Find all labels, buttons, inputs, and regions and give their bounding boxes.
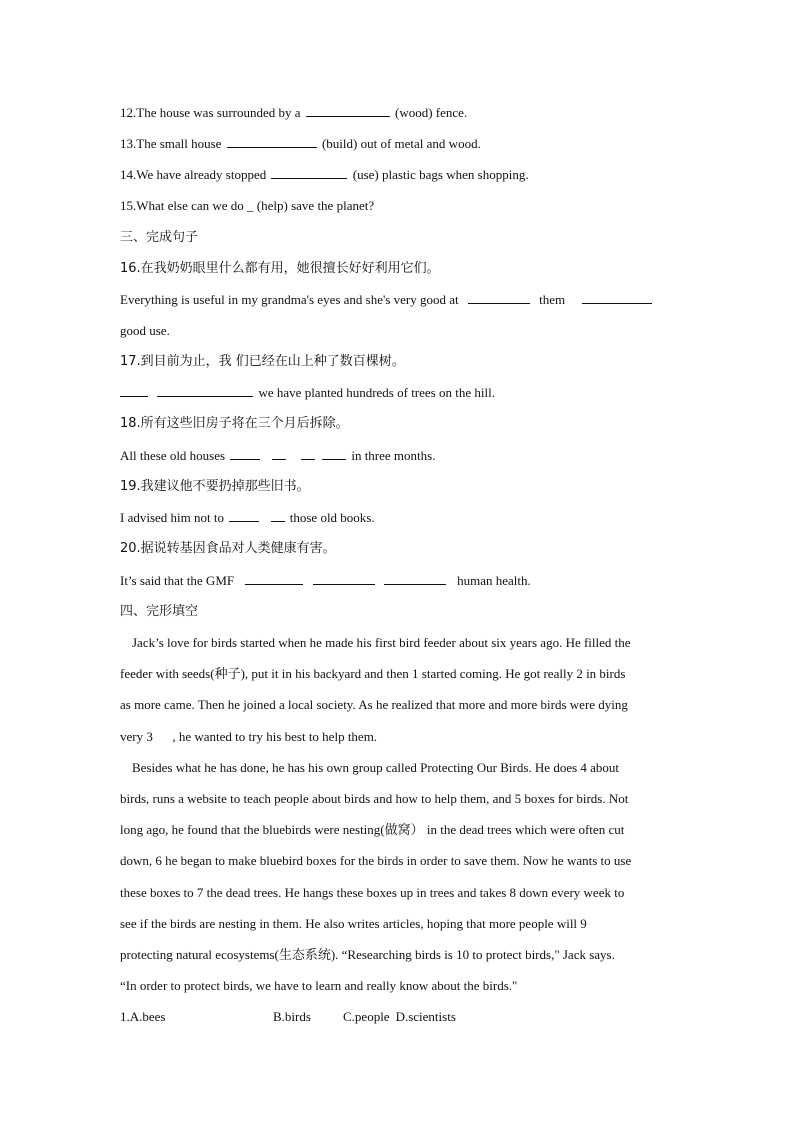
passage-line: long ago, he found that the bluebirds were nesting(做窝） in the dead trees which were often cut	[120, 822, 625, 837]
passage-line: birds, runs a website to teach people about birds and how to help them, and 5 boxes for birds. Not	[120, 791, 629, 806]
passage-line: protecting natural ecosystems(生态系统). “Researching birds is 10 to protect birds," Jack says.	[120, 947, 615, 962]
answer-blank[interactable]	[227, 136, 317, 148]
passage-line: “In order to protect birds, we have to learn and really know about the birds."	[120, 978, 518, 993]
question-20-english	[120, 573, 531, 589]
passage-line: these boxes to 7 the dead trees. He hangs these boxes up in trees and takes 8 down every week to	[120, 885, 625, 900]
passage-line: Besides what he has done, he has his own group called Protecting Our Birds. He does 4 about	[132, 760, 620, 775]
question-text: those old books.	[289, 510, 375, 525]
question-20-chinese: 20.据说转基因食品对人类健康有害。	[120, 541, 336, 556]
question-text: It’s said that the GMF	[120, 573, 235, 588]
answer-blank[interactable]	[468, 292, 530, 304]
answer-blank[interactable]	[271, 510, 285, 522]
question-text: 13.The small house	[120, 136, 222, 151]
answer-blank[interactable]	[229, 510, 259, 522]
option-c[interactable]: C.people	[343, 1009, 390, 1024]
answer-blank[interactable]	[313, 573, 375, 585]
question-text: Everything is useful in my grandma's eyes and she's very good at	[120, 292, 459, 307]
question-18-chinese: 18.所有这些旧房子将在三个月后拆除。	[120, 416, 349, 431]
question-18-english	[120, 448, 435, 464]
question-13	[120, 136, 481, 152]
option-a[interactable]: 1.A.bees	[120, 1009, 166, 1024]
answer-blank[interactable]	[157, 385, 253, 397]
answer-blank[interactable]	[301, 448, 315, 460]
section-heading: 四、完形填空	[120, 604, 199, 619]
question-text: (build) out of metal and wood.	[321, 136, 481, 151]
answer-blank[interactable]	[230, 448, 260, 460]
section-heading: 三、完成句子	[120, 230, 199, 245]
passage-line: as more came. Then he joined a local society. As he realized that more and more birds were dying	[120, 697, 628, 712]
question-19-english	[120, 510, 375, 526]
question-12	[120, 105, 467, 121]
question-text: in three months.	[351, 448, 436, 463]
answer-blank[interactable]	[271, 167, 347, 179]
question-text: All these old houses	[120, 448, 226, 463]
question-text: 14.We have already stopped	[120, 167, 267, 182]
question-text: 12.The house was surrounded by a	[120, 105, 301, 120]
answer-blank[interactable]	[322, 448, 346, 460]
question-17-english	[120, 385, 495, 401]
answer-blank[interactable]	[245, 573, 303, 585]
question-text: human health.	[457, 573, 531, 588]
question-text: 15.What else can we do _ (help) save the planet?	[120, 198, 375, 213]
question-16-chinese: 16.在我奶奶眼里什么都有用，她很擅长好好利用它们。	[120, 261, 440, 276]
option-d[interactable]: D.scientists	[395, 1009, 456, 1024]
question-19-chinese: 19.我建议他不要扔掉那些旧书。	[120, 479, 310, 494]
question-text: (use) plastic bags when shopping.	[352, 167, 529, 182]
passage-line: Jack’s love for birds started when he made his first bird feeder about six years ago. He filled the	[132, 635, 631, 650]
answer-blank[interactable]	[272, 448, 286, 460]
question-16-english	[120, 292, 654, 308]
question-15	[120, 198, 374, 214]
answer-blank[interactable]	[582, 292, 652, 304]
question-text: we have planted hundreds of trees on the hill.	[258, 385, 495, 400]
option-b[interactable]: B.birds	[273, 1009, 311, 1024]
question-1-options	[120, 1009, 456, 1025]
question-14	[120, 167, 529, 183]
question-16-continuation: good use.	[120, 323, 170, 338]
question-17-chinese: 17.到目前为止，我 们已经在山上种了数百棵树。	[120, 354, 405, 369]
passage-line: very 3 , he wanted to try his best to help them.	[120, 729, 378, 744]
question-text: I advised him not to	[120, 510, 224, 525]
passage-line: see if the birds are nesting in them. He also writes articles, hoping that more people will 9	[120, 916, 587, 931]
passage-line: feeder with seeds(种子), put it in his backyard and then 1 started coming. He got really 2 in birds	[120, 666, 626, 681]
question-text: (wood) fence.	[395, 105, 468, 120]
passage-line: down, 6 he began to make bluebird boxes for the birds in order to save them. Now he wants to use	[120, 853, 632, 868]
answer-blank[interactable]	[120, 385, 148, 397]
answer-blank[interactable]	[384, 573, 446, 585]
question-text: them	[539, 292, 566, 307]
answer-blank[interactable]	[306, 105, 390, 117]
